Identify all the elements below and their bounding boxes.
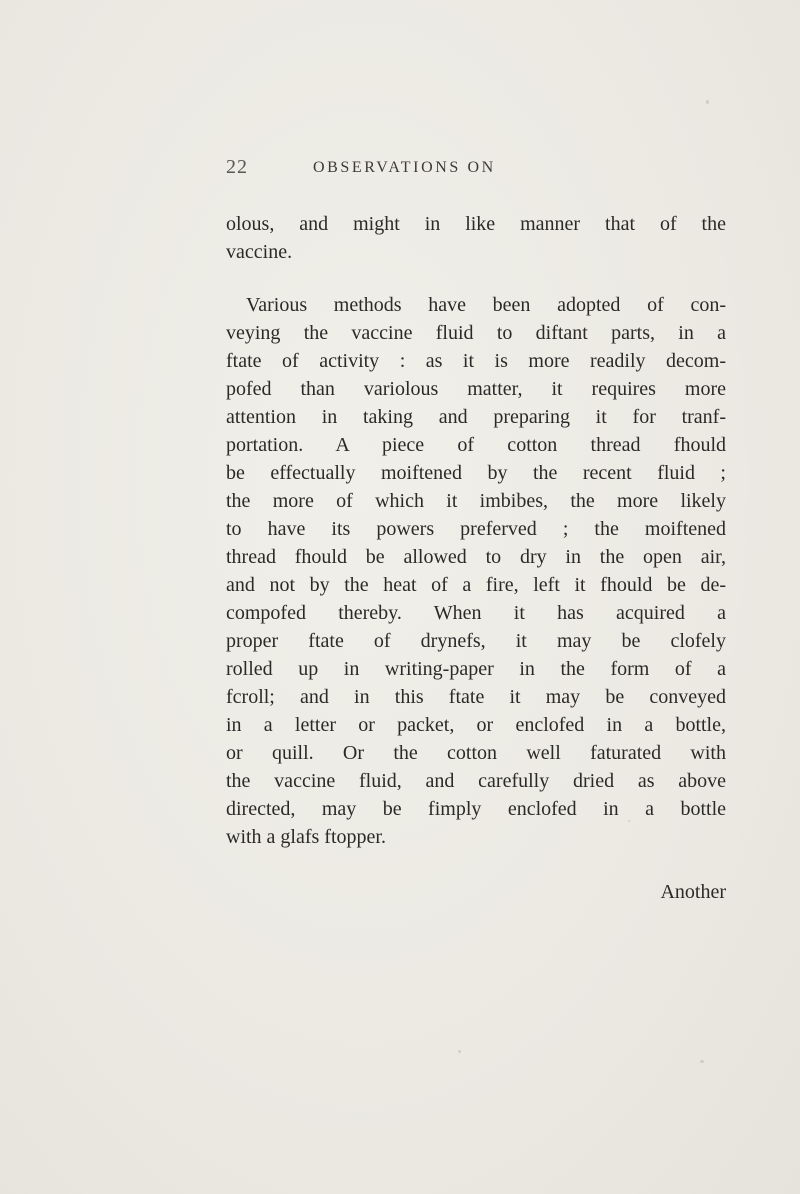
text-line: with a glafs ftopper. <box>226 826 386 848</box>
text-line: compofed thereby. When it has acquired a <box>226 602 726 624</box>
text-line: pofed than variolous matter, it requires more <box>226 378 726 400</box>
text-line: portation. A piece of cotton thread fhould <box>226 434 726 456</box>
text-line: to have its powers preferved ; the moiftened <box>226 518 726 540</box>
text-line: attention in taking and preparing it for tranf- <box>226 406 726 428</box>
text-line: olous, and might in like manner that of the <box>226 213 726 235</box>
catchword: Another <box>660 881 726 903</box>
text-line: veying the vaccine fluid to diftant parts, in a <box>226 322 726 344</box>
paper-speck <box>628 820 630 822</box>
page-number: 22 <box>226 156 248 178</box>
text-line: fcroll; and in this ftate it may be conveyed <box>226 686 726 708</box>
text-line: in a letter or packet, or enclofed in a bottle, <box>226 714 726 736</box>
text-line: thread fhould be allowed to dry in the open air, <box>226 546 726 568</box>
text-line: be effectually moiftened by the recent fluid ; <box>226 462 726 484</box>
text-line: the more of which it imbibes, the more likely <box>226 490 726 512</box>
text-line: proper ftate of drynefs, it may be clofely <box>226 630 726 652</box>
text-line: the vaccine fluid, and carefully dried as above <box>226 770 726 792</box>
paper-speck <box>706 100 709 104</box>
page-header <box>226 156 726 186</box>
running-head: OBSERVATIONS ON <box>313 159 496 176</box>
text-line: and not by the heat of a fire, left it fhould be de- <box>226 574 726 596</box>
text-line: or quill. Or the cotton well faturated with <box>226 742 726 764</box>
paper-speck <box>458 1050 461 1053</box>
text-line: ftate of activity : as it is more readily decom- <box>226 350 726 372</box>
text-line: vaccine. <box>226 241 293 263</box>
text-line: directed, may be fimply enclofed in a bottle <box>226 798 726 820</box>
paper-speck <box>700 1060 704 1063</box>
text-line: rolled up in writing-paper in the form of a <box>226 658 726 680</box>
text-line: Various methods have been adopted of con- <box>246 294 726 316</box>
